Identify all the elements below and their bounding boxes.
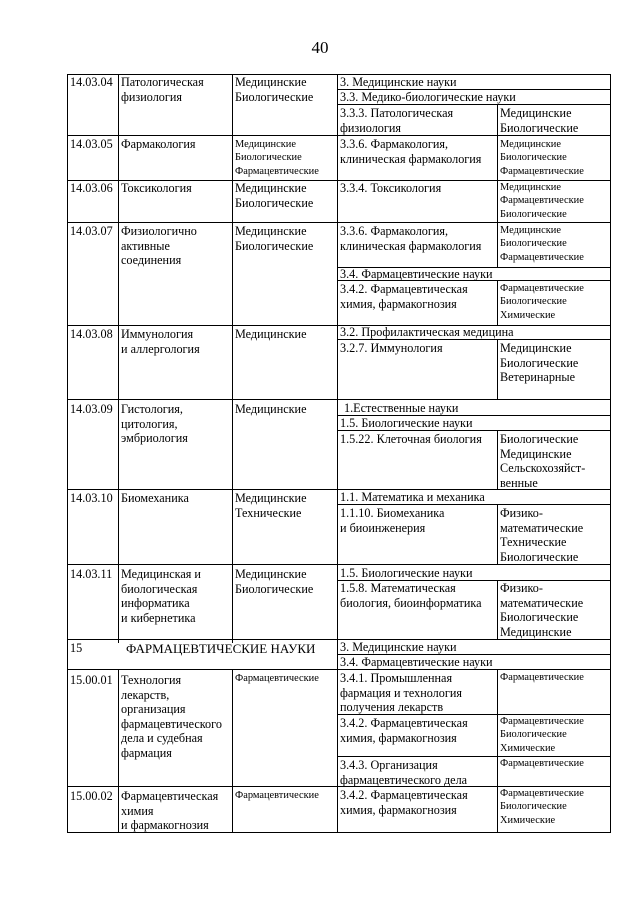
group-header: 1.5. Биологические науки [340, 416, 473, 430]
spec-name: 3.3.6. Фармакология, клиническая фармакология [340, 137, 482, 166]
spec-name: 1.5.8. Математическая биология, биоинформатика [340, 581, 482, 610]
row-code: 14.03.06 [70, 181, 113, 195]
group-header: 3. Медицинские науки [340, 75, 457, 89]
row-branches: Медицинские Биологические [235, 181, 314, 210]
row-name: Биомеханика [121, 491, 189, 505]
row-branches: Фармацевтические [235, 790, 319, 801]
spec-name: 1.1.10. Биомеханика и биоинженерия [340, 506, 445, 535]
spec-name: 3.4.2. Фармацевтическая химия, фармакогнозия [340, 716, 468, 745]
spec-name: 3.4.2. Фармацевтическая химия, фармакогнозия [340, 788, 468, 817]
row-code: 15.00.01 [70, 673, 113, 687]
spec-name: 3.4.2. Фармацевтическая химия, фармакогнозия [340, 282, 468, 311]
spec-branches: Медицинские Биологические Ветеринарные [500, 341, 579, 384]
spec-branches: Медицинские Биологические [500, 106, 579, 135]
spec-branches: Медицинские Биологические Фармацевтические [500, 225, 584, 263]
spec-branches: Фармацевтические [500, 672, 584, 683]
row-branches: Медицинские [235, 327, 307, 341]
row-branches: Медицинские Биологические [235, 75, 314, 104]
row-name: Иммунология и аллергология [121, 327, 200, 356]
row-name: Физиологично активные соединения [121, 224, 197, 267]
spec-branches: Медицинские Фармацевтические Биологические [500, 182, 584, 220]
row-branches: Медицинские Биологические [235, 567, 314, 596]
group-header: 1.1. Математика и механика [340, 490, 485, 504]
spec-branches: Физико- математические Биологические Медицинские [500, 581, 584, 639]
row-name: Патологическая физиология [121, 75, 204, 104]
group-header: 3. Медицинские науки [340, 640, 457, 654]
spec-branches: Фармацевтические [500, 758, 584, 769]
row-code: 14.03.04 [70, 75, 113, 89]
group-header: 3.3. Медико-биологические науки [340, 90, 516, 104]
page-number: 40 [311, 38, 329, 57]
spec-name: 3.2.7. Иммунология [340, 341, 443, 355]
spec-name: 3.4.3. Организация фармацевтического дела [340, 758, 468, 787]
group-header: 1.5. Биологические науки [340, 566, 473, 580]
row-branches: Медицинские Биологические [235, 224, 314, 253]
row-code: 14.03.10 [70, 491, 113, 505]
row-name: Токсикология [121, 181, 192, 195]
spec-branches: Фармацевтические Биологические Химические [500, 283, 584, 321]
group-header: 3.2. Профилактическая медицина [340, 325, 514, 339]
spec-name: 3.3.6. Фармакология, клиническая фармакология [340, 224, 482, 253]
spec-branches: Фармацевтические Биологические Химические [500, 716, 584, 754]
spec-branches: Физико- математические Технические Биологические [500, 506, 584, 564]
row-name: Фармакология [121, 137, 196, 151]
row-name: Фармацевтическая химия и фармакогнозия [121, 789, 219, 832]
spec-branches: Биологические Медицинские Сельскохозяйст- венные [500, 432, 586, 490]
spec-name: 3.3.4. Токсикология [340, 181, 442, 195]
row-branches: Медицинские Технические [235, 491, 307, 520]
spec-name: 3.3.3. Патологическая физиология [340, 106, 454, 135]
spec-branches: Фармацевтические Биологические Химические [500, 788, 584, 826]
spec-branches: Медицинские Биологические Фармацевтические [500, 139, 584, 177]
row-code: 14.03.08 [70, 327, 113, 341]
section-title: ФАРМАЦЕВТИЧЕСКИЕ НАУКИ [126, 641, 316, 656]
spec-name: 1.5.22. Клеточная биология [340, 432, 482, 446]
spec-name: 3.4.1. Промышленная фармация и технология получения лекарств [340, 671, 462, 714]
row-code: 15.00.02 [70, 789, 113, 803]
group-header: 1.Естественные науки [344, 401, 459, 415]
group-header: 3.4. Фармацевтические науки [340, 267, 493, 281]
row-name: Технология лекарств, организация фармацевтического дела и судебная фармация [121, 673, 222, 760]
row-name: Медицинская и биологическая информатика и кибернетика [121, 567, 201, 625]
row-branches: Медицинские Биологические Фармацевтические [235, 139, 319, 177]
group-header: 3.4. Фармацевтические науки [340, 655, 493, 669]
section-code: 15 [70, 641, 83, 655]
row-code: 14.03.05 [70, 137, 113, 151]
row-code: 14.03.11 [70, 567, 113, 581]
row-code: 14.03.07 [70, 224, 113, 238]
row-code: 14.03.09 [70, 402, 113, 416]
row-name: Гистология, цитология, эмбриология [121, 402, 188, 445]
row-branches: Фармацевтические [235, 673, 319, 684]
row-branches: Медицинские [235, 402, 307, 416]
